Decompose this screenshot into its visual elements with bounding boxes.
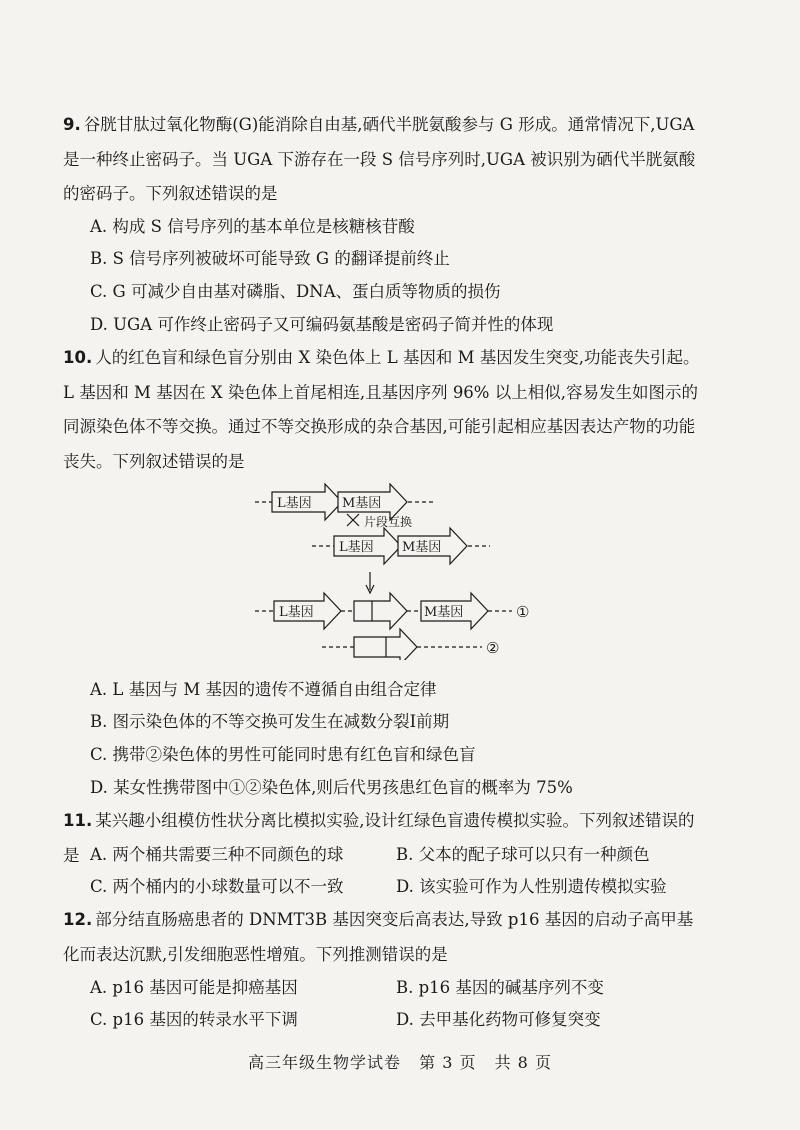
question-12-option-c[interactable]: C. p16 基因的转录水平下调 [90,1010,298,1029]
question-9-option-b[interactable]: B. S 信号序列被破坏可能导致 G 的翻译提前终止 [90,249,450,268]
question-10-stem [63,341,703,479]
question-10-option-d[interactable]: D. 某女性携带图中①②染色体,则后代男孩患红色盲的概率为 75% [90,778,573,797]
l-gene-label-product-1: L基因 [279,605,314,620]
question-9-text: 谷胱甘肽过氧化物酶(G)能消除自由基,硒代半胱氨酸参与 G 形成。通常情况下,UGA 是一种终止密码子。当 UGA 下游存在一段 S 信号序列时,UGA 被识别为硒代半胱氨酸的密码子。下列叙述错误的是 [63,115,696,203]
total-pages: 共 8 页 [494,1053,552,1072]
exchange-label: 片段互换 [364,515,413,529]
question-11-number: 11. [63,811,93,830]
question-11-option-d[interactable]: D. 该实验可作为人性别遗传模拟实验 [396,877,667,896]
question-9-option-a[interactable]: A. 构成 S 信号序列的基本单位是核糖核苷酸 [90,217,415,236]
question-10-option-b[interactable]: B. 图示染色体的不等交换可发生在减数分裂Ⅰ前期 [90,712,450,731]
question-12-option-a[interactable]: A. p16 基因可能是抑癌基因 [90,978,298,997]
page-footer [0,1050,800,1073]
l-gene-label-top: L基因 [277,496,312,511]
question-9-stem [63,108,703,212]
question-11-text: 某兴趣小组模仿性状分离比模拟实验,设计红绿色盲遗传模拟实验。下列叙述错误的是 [63,811,695,865]
question-10-number: 10. [63,348,93,367]
question-11-option-c[interactable]: C. 两个桶内的小球数量可以不一致 [90,877,344,896]
question-11-option-a[interactable]: A. 两个桶共需要三种不同颜色的球 [90,845,344,864]
question-10-option-a[interactable]: A. L 基因与 M 基因的遗传不遵循自由组合定律 [90,680,437,699]
question-12-text: 部分结直肠癌患者的 DNMT3B 基因突变后高表达,导致 p16 基因的启动子高甲基化而表达沉默,引发细胞恶性增殖。下列推测错误的是 [63,910,694,964]
m-gene-label-product-1: M基因 [424,605,464,620]
question-12-stem [63,903,703,972]
chromosome-2-label: ② [486,639,500,657]
unequal-crossing-over-diagram [250,480,550,660]
m-gene-label-second: M基因 [402,540,442,555]
question-12-number: 12. [63,910,93,929]
question-10-option-c[interactable]: C. 携带②染色体的男性可能同时患有红色盲和绿色盲 [90,745,476,764]
question-10-text: 人的红色盲和绿色盲分别由 X 染色体上 L 基因和 M 基因发生突变,功能丧失引起。L 基因和 M 基因在 X 染色体上首尾相连,且基因序列 96% 以上相似,容易发生如图示的同源染色体不等交换。通过不等交换形成的杂合基因,可能引起相应基因表达产物的功能丧失。下列叙述错误的是 [63,348,700,471]
question-12-option-b[interactable]: B. p16 基因的碱基序列不变 [396,978,604,997]
hybrid-gene-arrow-product-1 [354,593,407,629]
question-9-option-c[interactable]: C. G 可减少自由基对磷脂、DNA、蛋白质等物质的损伤 [90,282,501,301]
question-11-option-b[interactable]: B. 父本的配子球可以只有一种颜色 [396,845,650,864]
question-9-number: 9. [63,115,81,134]
exam-title: 高三年级生物学试卷 [248,1053,402,1072]
question-12-option-d[interactable]: D. 去甲基化药物可修复突变 [396,1010,601,1029]
m-gene-label-top: M基因 [342,496,382,511]
page-number: 第 3 页 [419,1053,477,1072]
chromosome-1-label: ① [516,603,530,621]
question-9-option-d[interactable]: D. UGA 可作终止密码子又可编码氨基酸是密码子简并性的体现 [90,315,554,334]
l-gene-label-second: L基因 [339,540,374,555]
